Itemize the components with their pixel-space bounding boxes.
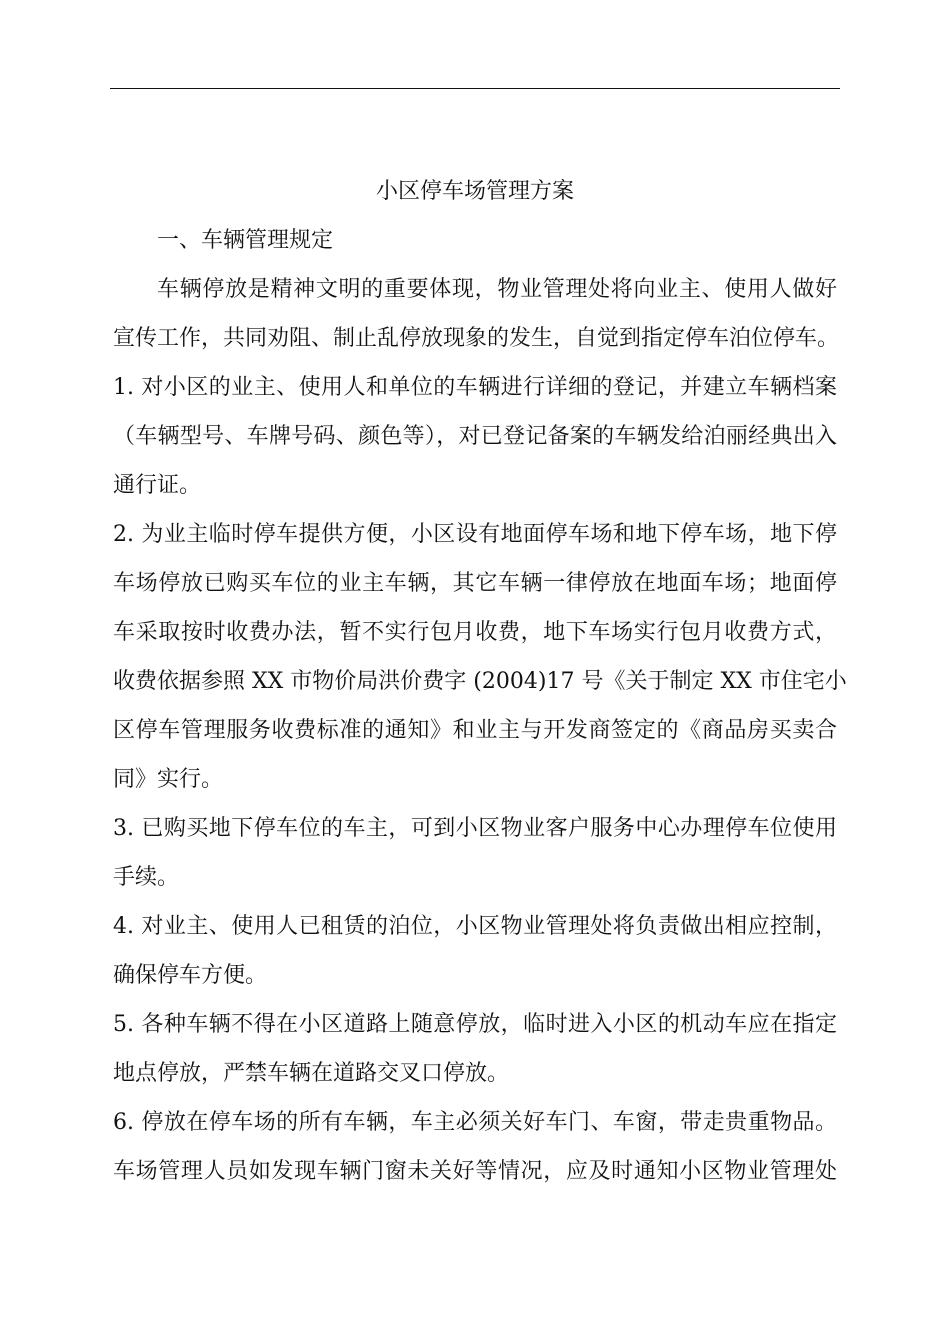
paragraph-line: 2. 为业主临时停车提供方便，小区设有地面停车场和地下停车场，地下停 [113, 522, 837, 547]
paragraph-line: 1. 对小区的业主、使用人和单位的车辆进行详细的登记，并建立车辆档案 [113, 375, 837, 400]
paragraph-line: 手续。 [113, 865, 180, 890]
document-body [113, 167, 847, 1196]
document-title: 小区停车场管理方案 [375, 179, 574, 204]
paragraph-line: 车辆停放是精神文明的重要体现，物业管理处将向业主、使用人做好 [157, 277, 837, 302]
paragraph-line: （车辆型号、车牌号码、颜色等），对已登记备案的车辆发给泊丽经典出入 [113, 424, 837, 449]
list-item-1 [113, 363, 837, 510]
paragraph-line: 车采取按时收费办法，暂不实行包月收费，地下车场实行包月收费方式， [113, 620, 837, 645]
paragraph-line: 6. 停放在停车场的所有车辆，车主必须关好车门、车窗，带走贵重物品。 [113, 1110, 837, 1135]
paragraph-line: 地点停放，严禁车辆在道路交叉口停放。 [113, 1061, 510, 1086]
list-item-6 [113, 1098, 837, 1196]
paragraph-line: 确保停车方便。 [113, 963, 268, 988]
list-item-2 [113, 510, 847, 804]
list-item-5 [113, 1000, 837, 1098]
paragraph-line: 区停车管理服务收费标准的通知》和业主与开发商签定的《商品房买卖合 [113, 718, 837, 743]
paragraph-line: 收费依据参照 XX 市物价局洪价费字 (2004)17 号《关于制定 XX 市住宅小 [113, 669, 847, 694]
paragraph-line: 5. 各种车辆不得在小区道路上随意停放，临时进入小区的机动车应在指定 [113, 1012, 837, 1037]
header-rule [110, 88, 840, 89]
paragraph-line: 车场停放已购买车位的业主车辆，其它车辆一律停放在地面车场；地面停 [113, 571, 837, 596]
paragraph-line: 3. 已购买地下停车位的车主，可到小区物业客户服务中心办理停车位使用 [113, 816, 837, 841]
paragraph-line: 车场管理人员如发现车辆门窗未关好等情况，应及时通知小区物业管理处 [113, 1159, 837, 1184]
section-heading: 一、车辆管理规定 [157, 228, 334, 253]
list-item-3 [113, 804, 837, 902]
paragraph-line: 通行证。 [113, 473, 202, 498]
paragraph-line: 同》实行。 [113, 767, 224, 792]
paragraph-line: 4. 对业主、使用人已租赁的泊位，小区物业管理处将负责做出相应控制， [113, 914, 837, 939]
intro-paragraph [113, 265, 840, 363]
list-item-4 [113, 902, 837, 1000]
paragraph-line: 宣传工作，共同劝阻、制止乱停放现象的发生，自觉到指定停车泊位停车。 [113, 326, 840, 351]
